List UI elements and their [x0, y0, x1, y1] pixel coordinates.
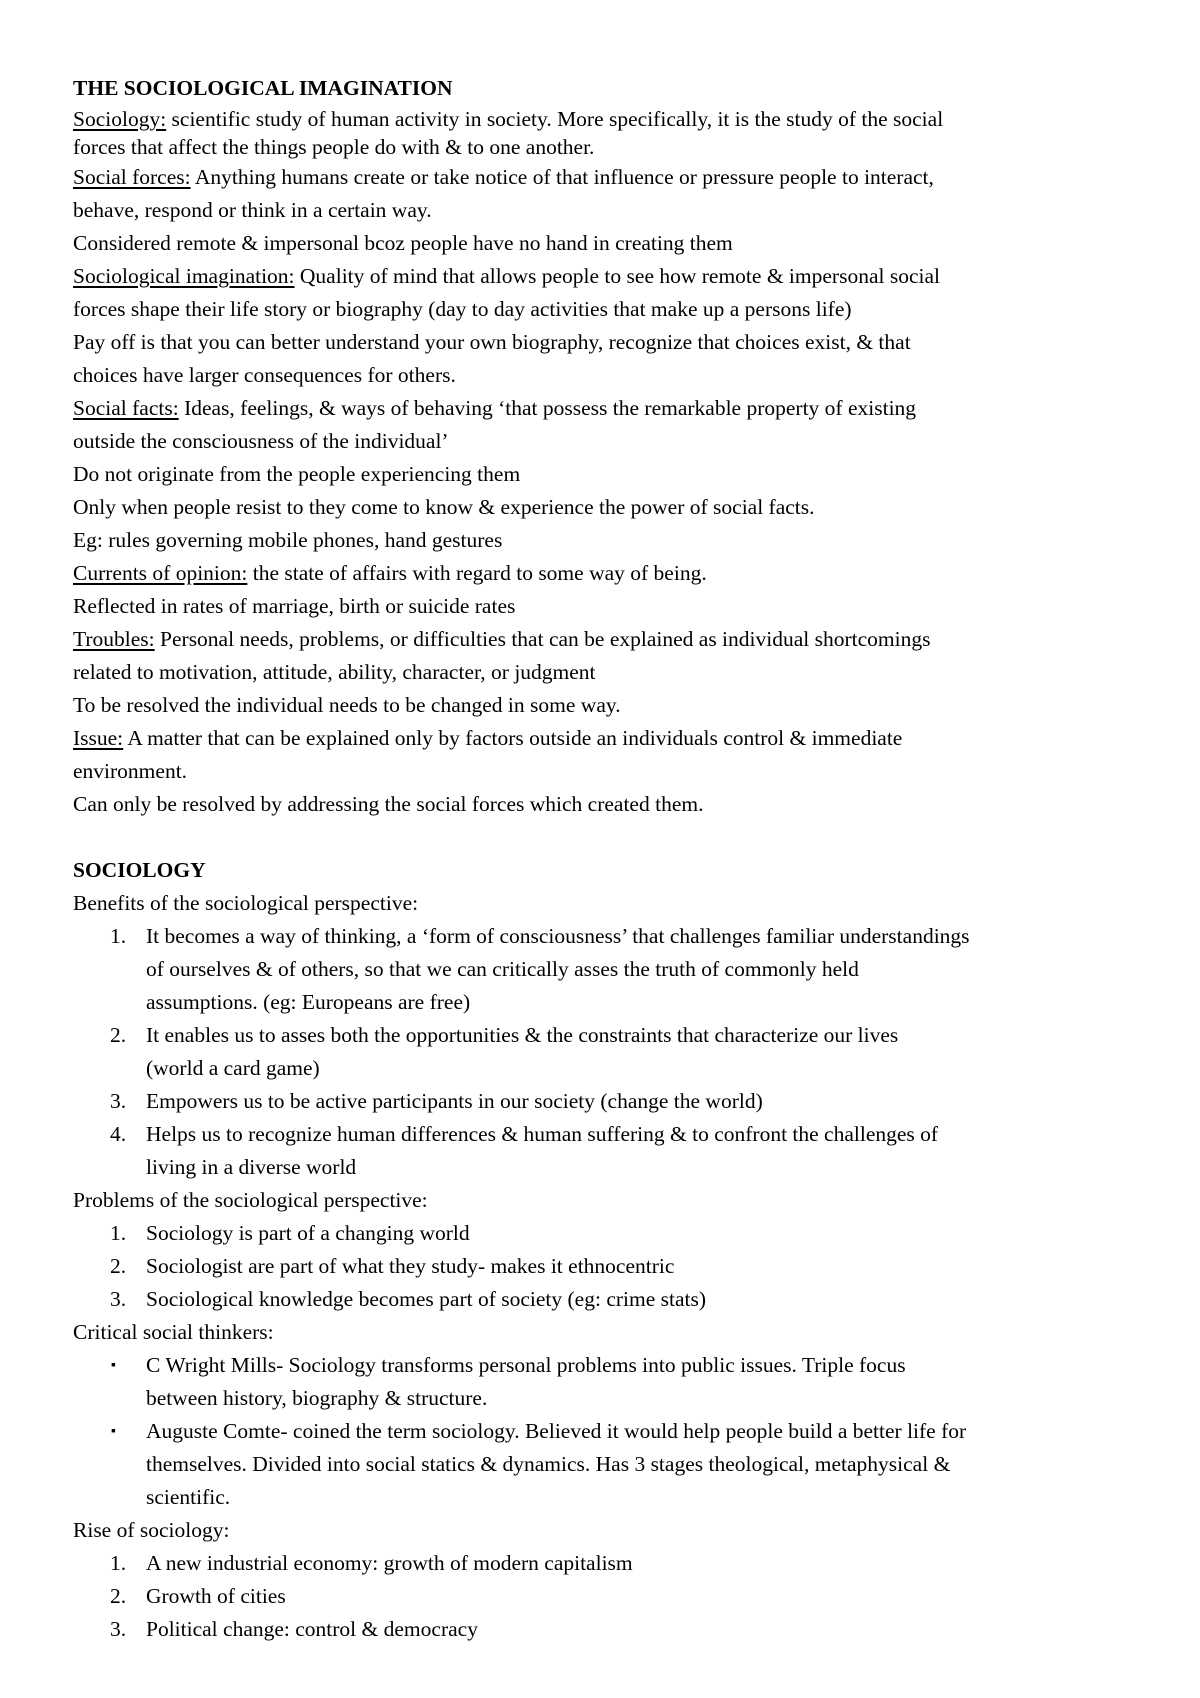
- list-item: [73, 1250, 1133, 1283]
- term-social-facts: Social facts:: [73, 396, 179, 420]
- list-number: 2.: [110, 1023, 127, 1047]
- list-item: [73, 1085, 1133, 1118]
- blank-line: [73, 821, 1133, 854]
- note-line: Only when people resist to they come to know & experience the power of social facts.: [73, 495, 815, 519]
- list-number: 1.: [110, 924, 127, 948]
- note-line: To be resolved the individual needs to be changed in some way.: [73, 693, 621, 717]
- list-label-benefits: Benefits of the sociological perspective:: [73, 891, 419, 915]
- definition-continuation: forces shape their life story or biography (day to day activities that make up a persons life): [73, 297, 852, 321]
- section-heading-sociology: SOCIOLOGY: [73, 858, 206, 882]
- definition-sociology: [73, 105, 1133, 133]
- problems-list: [73, 1217, 1133, 1316]
- definition-continuation: outside the consciousness of the individual’: [73, 429, 449, 453]
- list-item-text: Auguste Comte- coined the term sociology. Believed it would help people build a better life for: [146, 1419, 967, 1443]
- list-item-text: Empowers us to be active participants in our society (change the world): [146, 1089, 763, 1113]
- list-label-thinkers: Critical social thinkers:: [73, 1320, 274, 1344]
- term-sociological-imagination: Sociological imagination:: [73, 264, 295, 288]
- term-issue: Issue:: [73, 726, 124, 750]
- section-heading-sociological-imagination: THE SOCIOLOGICAL IMAGINATION: [73, 76, 453, 100]
- list-item: [73, 1349, 1133, 1382]
- list-item-text: It becomes a way of thinking, a ‘form of consciousness’ that challenges familiar understandings: [146, 924, 970, 948]
- definition-troubles: [73, 623, 1133, 656]
- term-currents-of-opinion: Currents of opinion:: [73, 561, 248, 585]
- note-line: Considered remote & impersonal bcoz people have no hand in creating them: [73, 231, 733, 255]
- list-item-text: Growth of cities: [146, 1584, 286, 1608]
- list-item-continuation: scientific.: [146, 1485, 231, 1509]
- definition-continuation: behave, respond or think in a certain way.: [73, 198, 432, 222]
- square-bullet-icon: ▪: [111, 1424, 116, 1439]
- list-number: 1.: [110, 1221, 127, 1245]
- list-item-text: C Wright Mills- Sociology transforms personal problems into public issues. Triple focus: [146, 1353, 906, 1377]
- note-line: Pay off is that you can better understand your own biography, recognize that choices exist, & that: [73, 330, 911, 354]
- square-bullet-icon: ▪: [111, 1358, 116, 1373]
- document-content: [73, 72, 1133, 1646]
- list-item: [73, 1580, 1133, 1613]
- list-item-text: Sociology is part of a changing world: [146, 1221, 470, 1245]
- benefits-list: [73, 920, 1133, 1184]
- definition-continuation: forces that affect the things people do with & to one another.: [73, 135, 595, 159]
- note-line: Do not originate from the people experiencing them: [73, 462, 521, 486]
- list-item: [73, 920, 1133, 953]
- note-line: choices have larger consequences for others.: [73, 363, 456, 387]
- thinkers-list: [73, 1349, 1133, 1514]
- list-number: 3.: [110, 1617, 127, 1641]
- list-item-continuation: of ourselves & of others, so that we can critically asses the truth of commonly held: [146, 957, 859, 981]
- list-item-text: Sociologist are part of what they study- makes it ethnocentric: [146, 1254, 675, 1278]
- list-item-text: Political change: control & democracy: [146, 1617, 478, 1641]
- list-item-continuation: living in a diverse world: [146, 1155, 357, 1179]
- list-number: 3.: [110, 1287, 127, 1311]
- term-sociology: Sociology:: [73, 107, 167, 131]
- list-label-rise: Rise of sociology:: [73, 1518, 230, 1542]
- list-item: [73, 1613, 1133, 1646]
- list-item-continuation: between history, biography & structure.: [146, 1386, 488, 1410]
- list-item-text: It enables us to asses both the opportunities & the constraints that characterize our lives: [146, 1023, 899, 1047]
- list-item-continuation: themselves. Divided into social statics & dynamics. Has 3 stages theological, metaphysical &: [146, 1452, 951, 1476]
- definition-text: Quality of mind that allows people to see how remote & impersonal social: [294, 264, 940, 288]
- list-item: [73, 1118, 1133, 1151]
- list-label-problems: Problems of the sociological perspective:: [73, 1188, 428, 1212]
- definition-issue: [73, 722, 1133, 755]
- note-line: Can only be resolved by addressing the social forces which created them.: [73, 792, 704, 816]
- definition-social-forces: [73, 161, 1133, 194]
- list-item-continuation: (world a card game): [146, 1056, 320, 1080]
- definition-text: Anything humans create or take notice of that influence or pressure people to interact,: [190, 165, 934, 189]
- list-item-text: Helps us to recognize human differences & human suffering & to confront the challenges of: [146, 1122, 939, 1146]
- list-item-continuation: assumptions. (eg: Europeans are free): [146, 990, 471, 1014]
- definition-text: Ideas, feelings, & ways of behaving ‘that possess the remarkable property of existing: [178, 396, 917, 420]
- definition-social-facts: [73, 392, 1133, 425]
- list-number: 3.: [110, 1089, 127, 1113]
- list-item: [73, 1415, 1133, 1448]
- definition-continuation: related to motivation, attitude, ability, character, or judgment: [73, 660, 596, 684]
- list-number: 1.: [110, 1551, 127, 1575]
- term-troubles: Troubles:: [73, 627, 155, 651]
- list-number: 2.: [110, 1254, 127, 1278]
- list-item: [73, 1019, 1133, 1052]
- definition-text: A matter that can be explained only by factors outside an individuals control & immediate: [123, 726, 903, 750]
- list-number: 4.: [110, 1122, 127, 1146]
- note-line: Reflected in rates of marriage, birth or suicide rates: [73, 594, 516, 618]
- term-social-forces: Social forces:: [73, 165, 191, 189]
- definition-text: scientific study of human activity in society. More specifically, it is the study of the social: [166, 107, 944, 131]
- definition-currents-of-opinion: [73, 557, 1133, 590]
- list-item-text: Sociological knowledge becomes part of society (eg: crime stats): [146, 1287, 707, 1311]
- list-item-text: A new industrial economy: growth of modern capitalism: [146, 1551, 633, 1575]
- note-line: Eg: rules governing mobile phones, hand gestures: [73, 528, 503, 552]
- list-item: [73, 1547, 1133, 1580]
- list-item: [73, 1217, 1133, 1250]
- definition-sociological-imagination: [73, 260, 1133, 293]
- definition-continuation: environment.: [73, 759, 188, 783]
- rise-list: [73, 1547, 1133, 1646]
- definition-text: the state of affairs with regard to some way of being.: [247, 561, 707, 585]
- definition-text: Personal needs, problems, or difficulties that can be explained as individual shortcomings: [154, 627, 931, 651]
- list-number: 2.: [110, 1584, 127, 1608]
- list-item: [73, 1283, 1133, 1316]
